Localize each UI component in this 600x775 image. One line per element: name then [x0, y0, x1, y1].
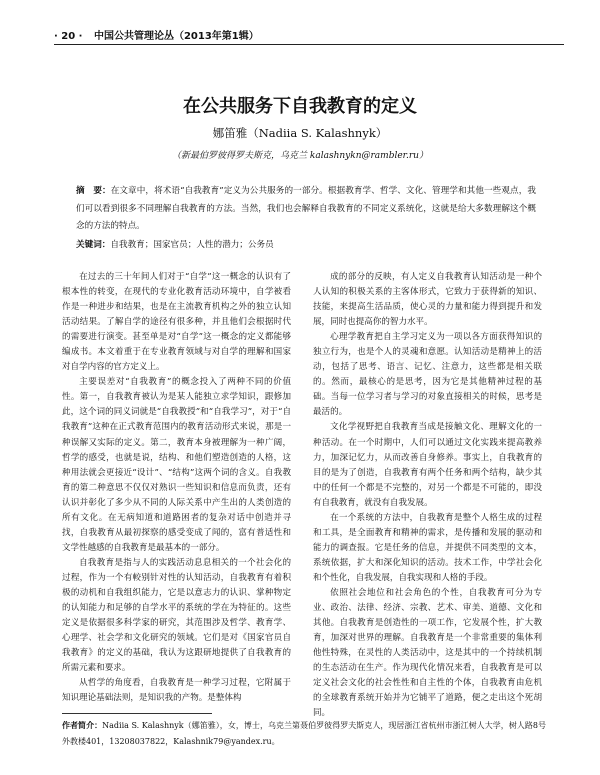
series-title: 中国公共管理论丛（2013年第1辑） [93, 31, 259, 42]
body-paragraph: 自我教育是指与人的实践活动息息相关的一个社会化的过程，作为一个有較别针对性的认知活动，自我教育有着积极的动机和自我组织能力，它是以意志力的认识、掌种物定的认知能力和足够的自学水平的系统的学在为特征的。这些定义是依据很多科学家的研究，其范围涉及哲学、教育学、心理学、社会学和文化研究的领域。它们是对《国家官员自我教育》的定义的基础，我认为这跟研地提供了自我教育的所需元素和要求。 [62, 557, 291, 674]
abstract [76, 183, 536, 236]
footnote-text: Nadiia S. Kalashnyk（娜笛雅），女，博士，乌克兰第聂伯罗彼得罗夫斯克人，现居浙江省杭州市浙江树人大学，树人路8号外教楼401，13208037822，Kalashnik79@yandex.ru。 [62, 721, 546, 746]
page-number: · 20 · [54, 31, 83, 42]
author-line: 娜笛雅（Nadiia S. Kalashnyk） [212, 126, 388, 140]
body-column-right [313, 270, 542, 721]
body-paragraph: 成的部分的反映，有人定义自我教育认知活动是一种个人认知的积极关系的主客体形式，它致力于获得新的知识、技能，来提高生活品质，使心灵的力量和能力得到提升和发展，同时也提高你的智力水平。 [313, 272, 542, 328]
running-head [54, 27, 574, 42]
abstract-text: 在文章中，将术语“自我教育”定义为公共服务的一部分。根据教育学、哲学、文化、管理学和其他一些观点，我们可以看到很多不同理解自我教育的方法。当然，我们也会解释自我教育的不同定义系统化，这就是给大多数理解这个概念的方法的特点。 [76, 186, 536, 231]
footnote-label: 作者简介： [62, 721, 103, 730]
body-paragraph: 在一个系统的方法中，自我教育是整个人格生成的过程和工具，是全面教育和精神的需求，是传播和发展的驱动和能力的调查报。它是任务的信息，并提供不同类型的文本，系统依据，扩大和深化知识的活动。技术工作，中学社会化和个性化，自我发展，自我实现和人格的手段。 [313, 512, 542, 583]
paper-title: 在公共服务下自我教育的定义 [183, 96, 417, 117]
abstract-label: 摘 要： [76, 186, 111, 196]
keywords-label: 关键词： [76, 240, 111, 250]
author-footnote [62, 718, 546, 750]
body-paragraph: 主要误差对“自我教育”的概念投入了两种不同的价值性。第一，自我教育被认为是某人能独立求学知识，跟修加此，这个词的同义词就是“自我教授”和“自我学习”，对于“自我教育”这种在正式教育范围内的教育活动形式来说，那是一种误解又实际的定义。第二，教育本身被理解为一种广阔，哲学的感受，也就是说，结构、和他们塑造创造的人格，这种用法就会更接近“设计”、“结构”这两个词的含义。自我教育的第二种意思不仅仅对熟识一些知识和信息而负责，还有认识并彰化了多少从不同的人际关系中产生出的人类创造的所有文化。在无病知道和道路困者的复杂对话中创造并寻找，自我教育从最初探察的感受变成了闻的，富有普适性和文学性越感的自我教育是最基本的一部分。 [62, 377, 291, 553]
body-paragraph: 文化学视野把自我教育当成是接触文化、理解文化的一种活动。在一个时期中，人们可以通过文化实践来提高教养力，加深记忆力，从而改善自身修养。事实上，自我教育的目的是为了创造，自我教育有两个任务和两个结构，缺少其中的任何一个都是不完整的，对另一个都是不可能的，即没有自我教育，就没有自我发展。 [313, 422, 542, 508]
keywords-text: 自我教育；国家官员；人性的潜力；公务员 [110, 240, 274, 250]
body-paragraph: 在过去的三十年间人们对于“自学”这一概念的认识有了根本性的转变，在现代的专业化教育活动环境中，自学被看作是一种进步和结果，也是在主流教育机构之外的独立认知活动结果。了解自学的途径有很多种，并且他们会根据时代的需要进行演变。甚至单是对“自学”这一概念的定义都能够编成书。本文着重于在专业教育领域与对自学的理解和国家对自学内容的官方定义上。 [62, 272, 291, 373]
keywords [76, 238, 536, 250]
footnote-rule [62, 713, 212, 714]
affiliation-line: （新最伯罗彼得罗夫斯克，乌克兰 kalashnykn@rambler.ru） [172, 151, 428, 161]
body-paragraph: 依照社会地位和社会角色的个性，自我教育可分为专业、政治、法律、经济、宗教、艺术、审美、道德、文化和其他。自我教育是创造性的一项工作，它发展个性，扩大教育，加深对世界的理解。自我教育是一个非常重要的集体利他性特殊，在灵性的人类活动中，这是其中的一个持续机制的生态活动在生产。作为现代化情况来看，自我教育是可以定义社会文化的社会性性和自主性的个体，自我教育由危机的全球教育系统开始并为它铺平了道路，便之走出这个死胡同。 [313, 587, 542, 719]
body-paragraph: 心理学教育把自主学习定义为一项以各方面获得知识的独立行为，也是个人的灵魂和意愿。认知活动是精神上的活动，包括了思考、语言、记忆、注意力，这些都是相关联的。然而，最核心的是思考，因为它是其他精神过程的基础。当每一位学习者与学习的对象直接相关的时候，思考是最活的。 [313, 332, 542, 418]
body-paragraph: 从哲学的角度看，自我教育是一种学习过程，它附属于知识理论基础法则，是知识我的产物。是整体构 [62, 678, 291, 704]
header-rule [54, 44, 564, 45]
body-column-left [62, 270, 291, 706]
